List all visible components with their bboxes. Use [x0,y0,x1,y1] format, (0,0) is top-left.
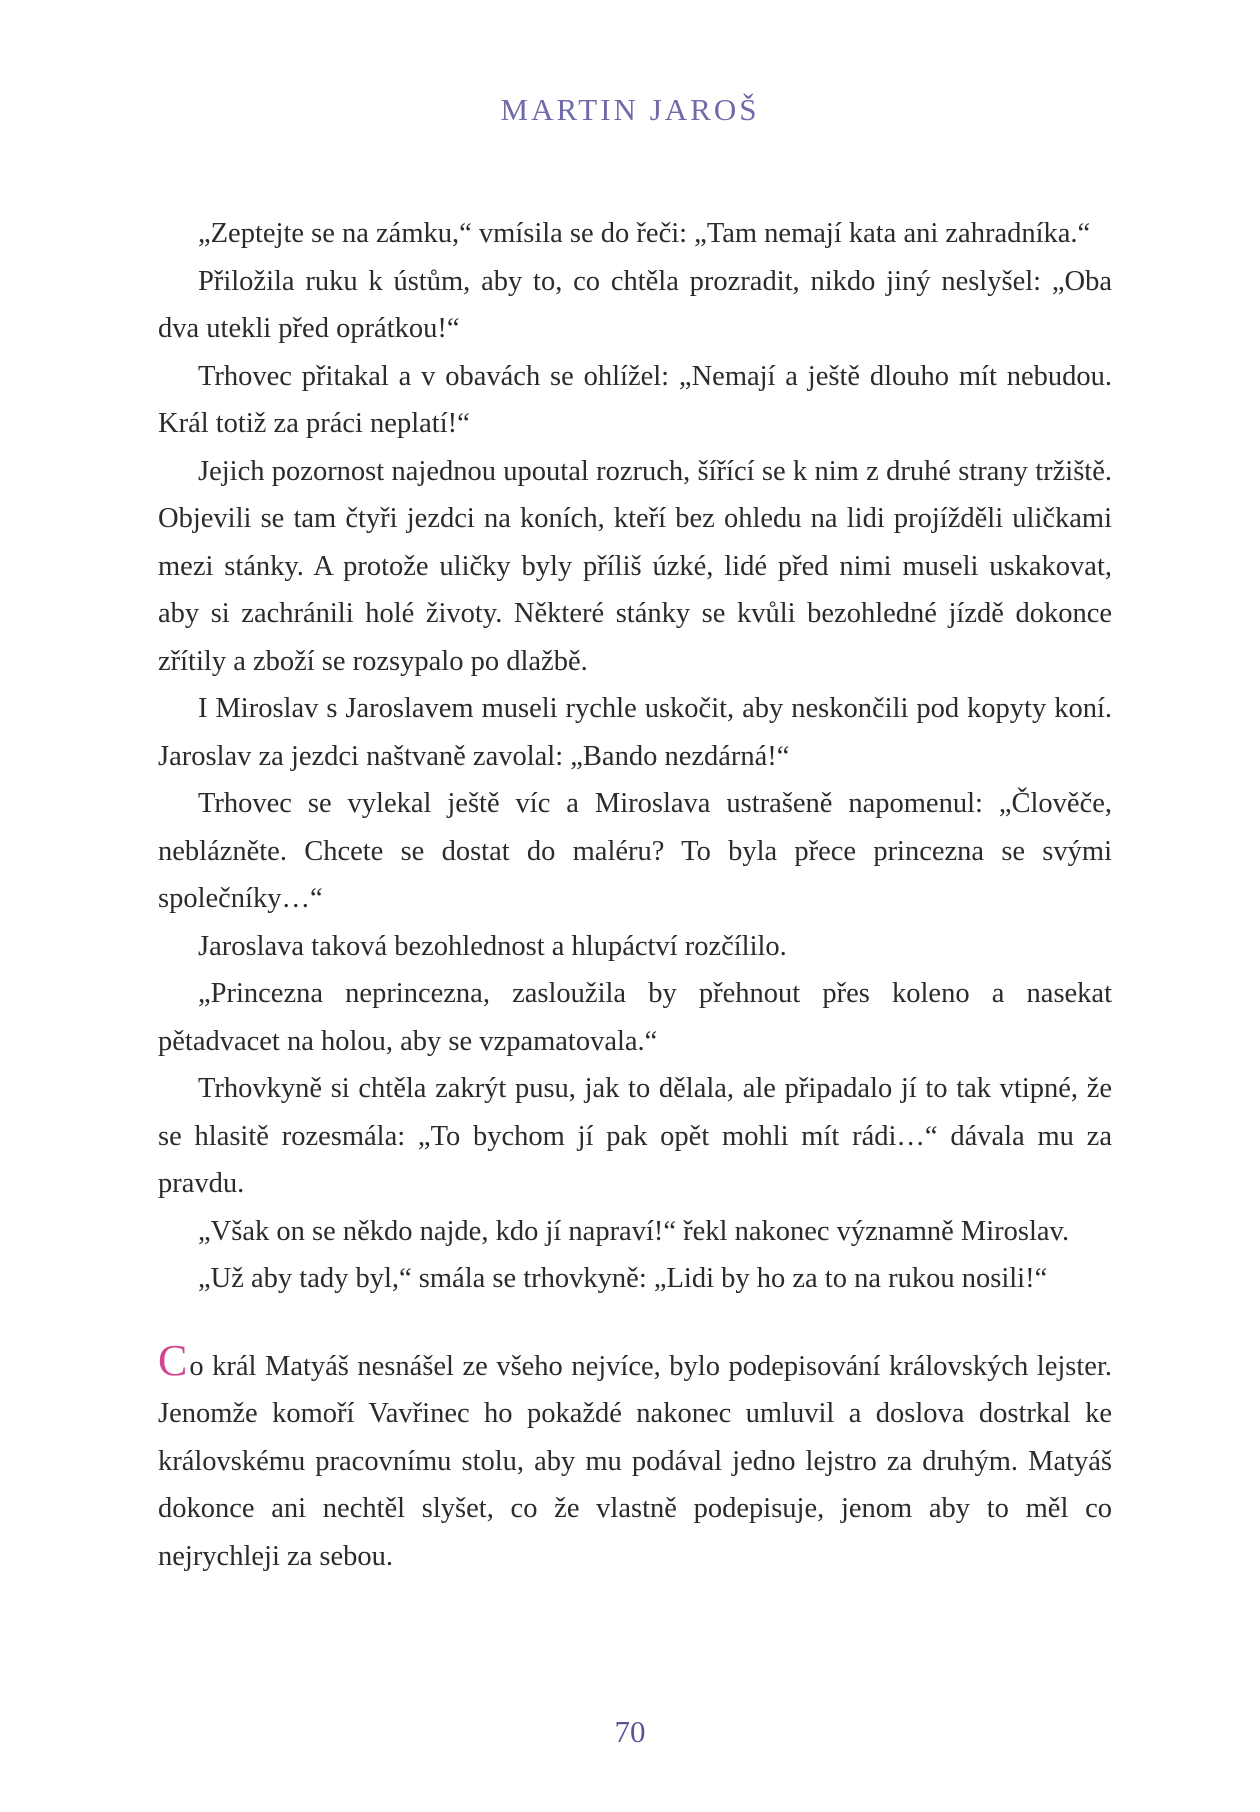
paragraph: Jejich pozornost najednou upoutal rozruch, šířící se k nim z druhé strany tržiště. Objevili se tam čtyři jezdci na koních, kteří bez ohledu na lidi projížděli uličkami mezi stánky. A protože uličky byly příliš úzké, lidé před nimi museli uskakovat, aby si zachránili holé životy. Některé stánky se kvůli bezohledné jízdě dokonce zřítily a zboží se rozsypalo po dlažbě. [158,455,1112,677]
section-opening-text: o král Matyáš nesnášel ze všeho nejvíce, bylo podepisování královských lejster. Jenomže komoří Vavřinec ho pokaždé nakonec umluvil a doslova dostrkal ke královskému pracovnímu stolu, aby mu podával jedno lejstro za druhým. Matyáš dokonce ani nechtěl slyšet, co že vlastně podepisuje, jenom aby to měl co nejrychleji za sebou. [158,1350,1112,1572]
paragraph: Trhovkyně si chtěla zakrýt pusu, jak to dělala, ale připadalo jí to tak vtipné, že se hlasitě rozesmála: „To bychom jí pak opět mohli mít rádi…“ dávala mu za pravdu. [158,1073,1112,1199]
section-opening-paragraph [158,1335,1112,1581]
paragraph: Přiložila ruku k ústům, aby to, co chtěla prozradit, nikdo jiný neslyšel: „Oba dva utekli před oprátkou!“ [158,265,1112,344]
page-number: 70 [614,1714,646,1749]
paragraph: „Zeptejte se na zámku,“ vmísila se do řeči: „Tam nemají kata ani zahradníka.“ [198,218,1091,249]
section-break [158,1303,1112,1343]
paragraph: „Však on se někdo najde, kdo jí napraví!“ řekl nakonec významně Miroslav. [198,1215,1070,1247]
paragraph: Jaroslava taková bezohlednost a hlupáctví rozčílilo. [198,930,787,962]
paragraph: Trhovec se vylekal ještě víc a Miroslava ustrašeně napomenul: „Člověče, neblázněte. Chcete se dostat do maléru? To byla přece princezna se svými společníky…“ [158,788,1112,914]
paragraph: „Princezna neprincezna, zasloužila by přehnout přes koleno a nasekat pětadvacet na holou, aby se vzpamatovala.“ [158,978,1112,1057]
paragraph: Trhovec přitakal a v obavách se ohlížel: „Nemají a ještě dlouho mít nebudou. Král totiž za práci neplatí!“ [158,360,1112,439]
paragraph: „Už aby tady byl,“ smála se trhovkyně: „Lidi by ho za to na rukou nosili!“ [198,1263,1048,1294]
body-text [158,210,1112,1580]
paragraph: I Miroslav s Jaroslavem museli rychle uskočit, aby neskončili pod kopyty koní. Jaroslav za jezdci naštvaně zavolal: „Bando nezdárná!“ [158,693,1112,772]
initial-letter: C [158,1335,188,1385]
running-head-author: MARTIN JAROŠ [500,92,760,127]
